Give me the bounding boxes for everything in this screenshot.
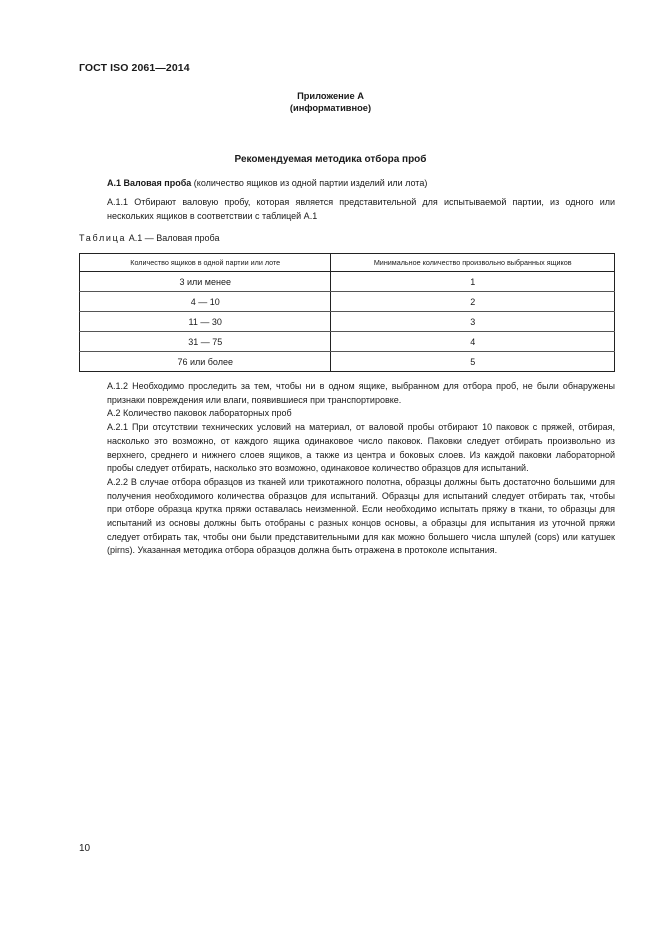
document-code: ГОСТ ISO 2061—2014 xyxy=(79,62,190,74)
a1-heading: А.1 Валовая проба xyxy=(107,178,192,188)
table-row xyxy=(80,312,615,332)
annex-title: Приложение А xyxy=(297,91,364,101)
table-cell: 4 xyxy=(331,332,615,352)
column-header-boxes: Количество ящиков в одной партии или лоте xyxy=(80,254,331,272)
table-cell: 11 — 30 xyxy=(80,312,331,332)
paragraph-a11 xyxy=(79,196,615,223)
table-cell: 4 — 10 xyxy=(80,292,331,312)
table-row xyxy=(80,332,615,352)
paragraph-a21: А.2.1 При отсутствии технических условий на материал, от валовой пробы отбирают 10 паковок с пряжей, отбирая, насколько это возможно, от каждого ящика одинаковое число паковок. Паковки следует отбирать произвольно из верхнего, среднего и нижнего слоев ящиков, а также из центра и боковых слоев. Из каждой паковки лабораторной пробы следует отбирать, насколько это возможно, одинаковое количество образцов для испытаний. xyxy=(107,422,615,474)
table-caption xyxy=(79,233,219,243)
heading-a2: А.2 Количество паковок лабораторных проб xyxy=(107,408,292,419)
annex-subtitle: (информативное) xyxy=(289,103,372,113)
a11-text: А.1.1 Отбирают валовую пробу, которая является представительной для испытываемой партии, из одного или нескольких ящиков в соответствии с таблицей А.1 xyxy=(107,197,615,221)
table-cell: 31 — 75 xyxy=(80,332,331,352)
table-cell: 3 или менее xyxy=(80,272,331,292)
body-paragraphs xyxy=(79,380,615,558)
column-header-minimum: Минимальное количество произвольно выбранных ящиков xyxy=(331,254,615,272)
table-cell: 2 xyxy=(331,292,615,312)
section-title: Рекомендуемая методика отбора проб xyxy=(234,154,427,165)
table-caption-label: Таблица xyxy=(79,233,127,243)
paragraph-a1 xyxy=(79,177,615,191)
table-row xyxy=(80,292,615,312)
table-row xyxy=(80,352,615,372)
paragraph-a22: А.2.2 В случае отбора образцов из тканей или трикотажного полотна, образцы должны быть достаточно большими для получения необходимого количества образцов для испытаний. Образцы для испытаний следует отбирать так, чтобы при отборе образца крутка пряжи оставалась неизменной. Если необходимо испытать пряжу в ткани, то образцы для испытаний из основы должны быть отобраны с разных концов основы, а образцы для испытания из уточной пряжи следует отбирать так, чтобы они были представительными для как можно большего числа шпулей (cops) или катушек (pirns). Указанная методика отбора образцов должна быть отражена в протоколе испытания. xyxy=(107,476,615,556)
table-cell: 76 или более xyxy=(80,352,331,372)
table-caption-text: А.1 — Валовая проба xyxy=(126,233,220,243)
table-row xyxy=(80,272,615,292)
table-cell: 1 xyxy=(331,272,615,292)
paragraph-a12: А.1.2 Необходимо проследить за тем, чтобы ни в одном ящике, выбранном для отбора проб, не были обнаружены признаки повреждения или влаги, появившиеся при транспортировке. xyxy=(107,381,615,405)
page-number: 10 xyxy=(79,843,91,854)
a1-text: (количество ящиков из одной партии изделий или лота) xyxy=(191,178,428,188)
table-cell: 5 xyxy=(331,352,615,372)
table-header-row xyxy=(80,254,615,272)
table-cell: 3 xyxy=(331,312,615,332)
sample-table xyxy=(79,253,615,372)
